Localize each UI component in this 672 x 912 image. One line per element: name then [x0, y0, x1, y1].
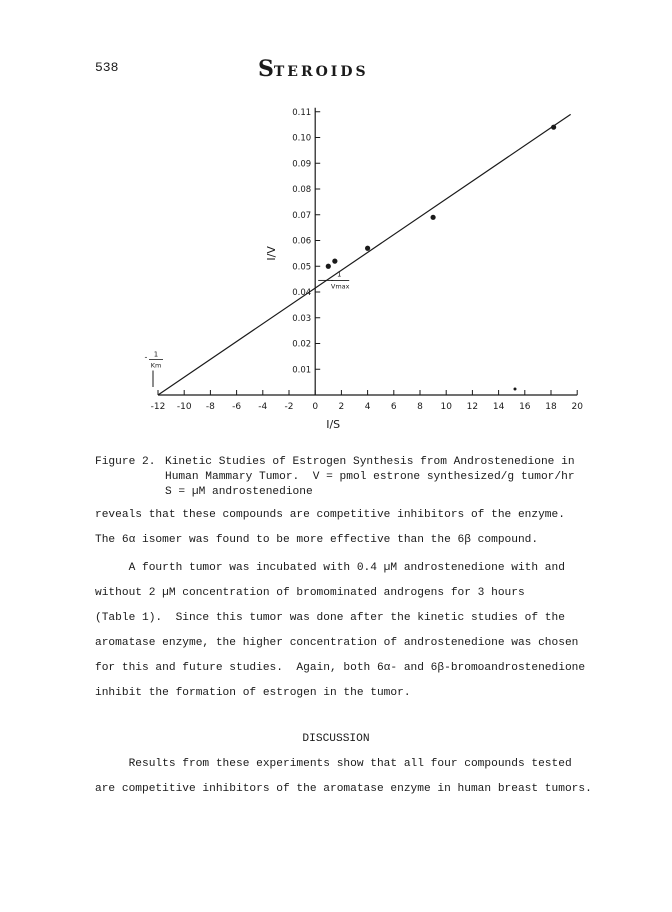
y-tick-label: 0.08: [292, 185, 312, 195]
y-tick-label: 0.09: [292, 159, 312, 170]
body-text-line: (Table 1). Since this tumor was done after the kinetic studies of the: [95, 612, 565, 624]
body-text-line: inhibit the formation of estrogen in the tumor.: [95, 687, 411, 699]
x-tick-label: 2: [338, 402, 345, 412]
journal-title-rest: TEROIDS: [273, 64, 369, 80]
body-text-line: for this and future studies. Again, both 6α- and 6β-bromoandrostenedione: [95, 662, 586, 674]
body-text-line: The 6α isomer was found to be more effective than the 6β compound.: [95, 534, 539, 546]
figure-2-chart: [0, 0, 672, 450]
x-tick-label: -6: [232, 402, 242, 412]
y-tick-label: 0.01: [292, 365, 312, 376]
x-tick-label: -8: [205, 402, 215, 412]
fit-line: [158, 114, 571, 395]
caption-row-2: [95, 470, 595, 485]
km-denominator: Km: [150, 361, 162, 370]
x-tick-label: -2: [284, 402, 294, 412]
body-text-line: without 2 µM concentration of bromominated androgens for 3 hours: [95, 587, 525, 599]
caption-label: Figure 2.: [95, 456, 156, 468]
y-tick-label: 0.10: [292, 133, 312, 144]
section-heading-discussion: DISCUSSION: [302, 733, 370, 745]
x-tick-label: 8: [417, 402, 423, 412]
chart-marks: [158, 114, 571, 395]
data-point: [332, 259, 337, 264]
caption-line: Human Mammary Tumor. V = pmol estrone synthesized/g tumor/hr: [165, 471, 575, 483]
x-tick-label: -12: [150, 402, 166, 412]
stray-mark: [514, 388, 517, 391]
y-tick-label: 0.03: [292, 313, 312, 324]
x-tick-label: 12: [466, 402, 479, 412]
x-tick-label: -10: [176, 402, 192, 412]
journal-title-initial: S: [258, 56, 274, 82]
body-text-line: A fourth tumor was incubated with 0.4 µM androstenedione with and: [95, 562, 565, 574]
body-text-line: aromatase enzyme, the higher concentration of androstenedione was chosen: [95, 637, 579, 649]
x-tick-label: 20: [571, 402, 583, 412]
caption-row-3: [95, 485, 595, 500]
caption-line: S = µM androstenedione: [165, 486, 313, 498]
data-point: [326, 264, 331, 269]
y-tick-label: 0.06: [292, 236, 312, 247]
km-numerator: 1: [153, 350, 159, 359]
caption-row-1: [95, 455, 595, 470]
x-tick-label: 18: [545, 402, 557, 412]
data-point: [365, 246, 370, 251]
chart-labels: [145, 108, 584, 431]
body-text-line: Results from these experiments show that all four compounds tested: [95, 758, 572, 770]
x-tick-label: 4: [364, 402, 371, 412]
x-tick-label: 10: [440, 402, 452, 412]
y-tick-label: 0.02: [292, 339, 312, 350]
caption-line: Kinetic Studies of Estrogen Synthesis from Androstenedione in: [165, 456, 575, 468]
vmax-numerator: 1: [336, 270, 342, 279]
km-prefix: -: [144, 352, 148, 362]
page-number: 538: [95, 60, 119, 75]
vmax-denominator: Vmax: [330, 282, 350, 291]
x-tick-label: 14: [492, 402, 505, 412]
body-text-line: are competitive inhibitors of the aromatase enzyme in human breast tumors.: [95, 783, 592, 795]
data-point: [431, 215, 436, 220]
x-tick-label: -4: [258, 402, 268, 412]
x-tick-label: 0: [312, 402, 319, 412]
x-tick-label: 16: [519, 402, 531, 412]
y-tick-label: 0.07: [292, 210, 312, 221]
y-tick-label: 0.04: [292, 288, 312, 298]
figure-caption: [95, 455, 595, 500]
y-axis-label: I/V: [265, 246, 279, 261]
data-point: [551, 125, 556, 130]
x-tick-label: 6: [390, 402, 397, 412]
y-tick-label: 0.11: [292, 107, 312, 118]
y-tick-label: 0.05: [292, 262, 312, 273]
x-axis-label: I/S: [326, 418, 341, 431]
body-text-line: reveals that these compounds are competitive inhibitors of the enzyme.: [95, 509, 565, 521]
